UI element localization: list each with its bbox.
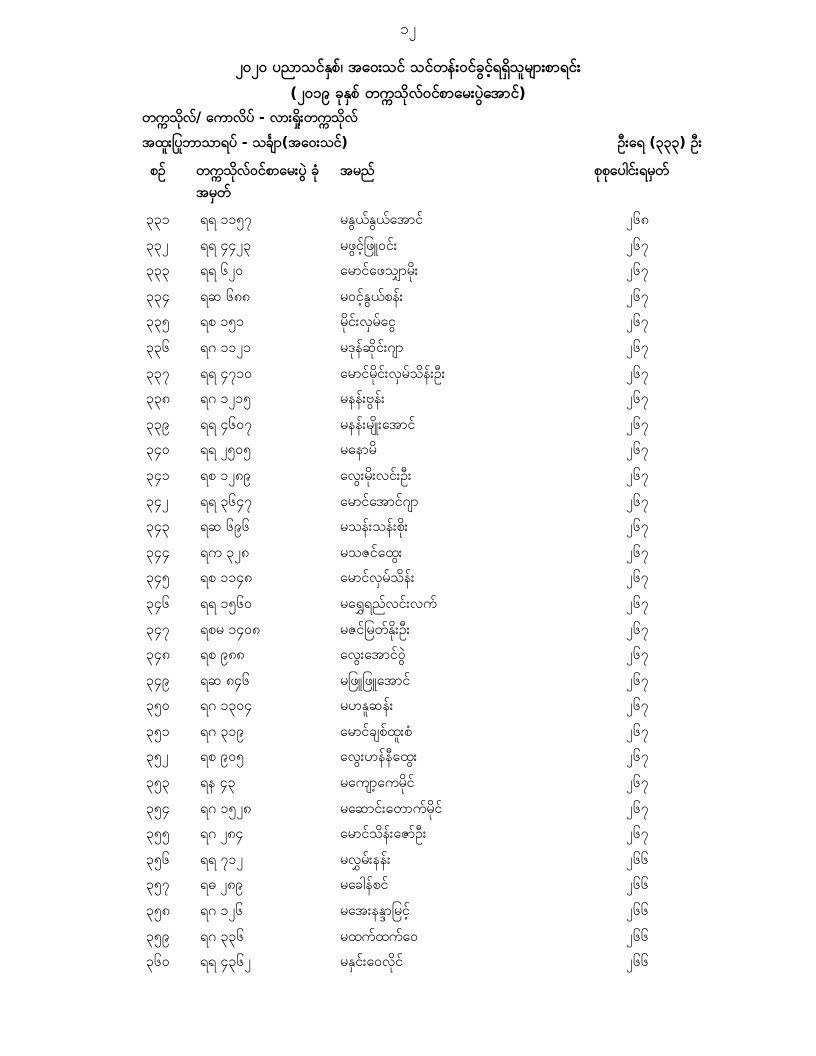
row-marks: ၂၆၇ — [626, 647, 649, 664]
row-serial: ၃၅၈ — [146, 903, 170, 920]
row-roll-number: ရဂ ၂၈၄ — [200, 826, 244, 843]
header-total-marks: စုစုပေါင်းရမှတ် — [594, 163, 669, 179]
row-serial: ၃၃၈ — [146, 391, 170, 408]
row-name: မခေါန်စင် — [340, 877, 389, 894]
row-serial: ၃၅၂ — [146, 749, 169, 766]
row-serial: ၃၆၀ — [146, 954, 170, 971]
row-serial: ၃၄၉ — [146, 672, 170, 689]
row-roll-number: ရရ ၁၁၅၇ — [200, 212, 253, 228]
header-roll-number: တက္ကသိုလ်ဝင်စာမေးပွဲ ခုံအမှတ် — [196, 163, 320, 201]
table-row — [0, 438, 816, 464]
table-row — [0, 899, 816, 925]
total-count: ဦးရေ (၃၃၃) ဦး — [617, 135, 702, 151]
row-name: မနန်းဗွန်း — [340, 391, 385, 408]
row-roll-number: ရစ ၉၀၅ — [200, 749, 244, 766]
row-serial: ၃၃၃ — [146, 263, 170, 280]
row-name: မနန်းမျိုးအောင် — [340, 416, 416, 433]
row-roll-number: ရဆ ၈၄၆ — [200, 672, 250, 689]
row-roll-number: ရက ၃၂၈ — [200, 544, 249, 561]
table-row — [0, 541, 816, 567]
table-row — [0, 745, 816, 771]
table-row — [0, 515, 816, 541]
row-name: မဟနူဆန်း — [340, 698, 394, 715]
row-marks: ၂၆၇ — [626, 467, 649, 484]
row-marks: ၂၆၆ — [626, 928, 649, 945]
row-marks: ၂၆၇ — [626, 570, 649, 587]
row-serial: ၃၄၁ — [146, 467, 170, 484]
row-roll-number: ရဂ ၁၂၆ — [200, 903, 244, 920]
row-marks: ၂၆၇ — [626, 672, 649, 689]
table-row — [0, 387, 816, 413]
row-marks: ၂၆၇ — [626, 339, 649, 356]
row-marks: ၂၆၆ — [626, 877, 649, 894]
row-roll-number: ရရ ၄၇၁၀ — [200, 365, 253, 382]
row-roll-number: ရန ၄၃ — [200, 775, 236, 792]
row-roll-number: ရစမ ၁၄၀၈ — [200, 621, 260, 638]
row-name: မနွယ်နွယ်အောင် — [340, 212, 424, 228]
row-name: လွေးဟန်နီထွေး — [340, 749, 418, 766]
table-row — [0, 566, 816, 592]
row-marks: ၂၆၇ — [626, 621, 649, 638]
row-marks: ၂၆၇ — [626, 800, 649, 817]
row-name: မောင်ဖေသျှာမိုး — [340, 263, 419, 280]
row-marks: ၂၆၇ — [626, 493, 649, 510]
row-roll-number: ရစ ၁၂၈၉ — [200, 467, 251, 484]
row-serial: ၃၅၆ — [146, 851, 170, 868]
row-serial: ၃၅၀ — [146, 698, 170, 715]
row-name: မောင်သိန်းဇော်ဦး — [340, 826, 427, 843]
row-name: မဝင့်နွယ်စန်း — [340, 288, 404, 305]
row-marks: ၂၆၇ — [626, 442, 649, 459]
table-row — [0, 669, 816, 695]
row-name: မထက်ထက်ဝေ — [340, 928, 418, 945]
row-serial: ၃၄၈ — [146, 647, 170, 664]
table-row — [0, 208, 816, 234]
table-row — [0, 413, 816, 439]
table-row — [0, 285, 816, 311]
row-name: မဒုန်ဆိုင်းဂျာ — [340, 339, 404, 356]
row-roll-number: ရစ ၉၈၈ — [200, 647, 245, 664]
row-marks: ၂၆၇ — [626, 723, 649, 740]
row-name: မကျော့ကေမိုင် — [340, 775, 415, 792]
table-row — [0, 950, 816, 976]
table-row — [0, 643, 816, 669]
row-marks: ၂၆၆ — [626, 903, 649, 920]
row-roll-number: ရရ ၁၅၆၀ — [200, 595, 253, 612]
row-name: မောင်ချစ်ထူးစံ — [340, 723, 413, 740]
page-number: ၁၂ — [400, 20, 416, 38]
row-roll-number: ရဆ ၆၉၆ — [200, 519, 250, 536]
table-row — [0, 873, 816, 899]
row-marks: ၂၆၇ — [626, 698, 649, 715]
row-roll-number: ရဂ ၁၅၂၈ — [200, 800, 252, 817]
row-serial: ၃၄၂ — [146, 493, 169, 510]
row-marks: ၂၆၈ — [626, 212, 649, 228]
row-name: လွေးမိုးလင်းဦး — [340, 467, 412, 484]
row-serial: ၃၃၁ — [146, 212, 170, 228]
row-serial: ၃၃၉ — [146, 416, 170, 433]
row-name: မလွှမ်းနန်း — [340, 851, 391, 868]
row-roll-number: ရဆ ၆၈၈ — [200, 288, 250, 305]
row-roll-number: ရစ ၁၅၁ — [200, 314, 244, 331]
row-roll-number: ရဂ ၁၃၀၄ — [200, 698, 252, 715]
document-title: ၂၀၂၀ ပညာသင်နှစ်၊ အဝေးသင် သင်တန်းဝင်ခွင့်ရရှိသူများစာရင်း — [235, 58, 581, 76]
row-roll-number: ရဂ ၁၁၂၁ — [200, 339, 251, 356]
row-marks: ၂၆၇ — [626, 263, 649, 280]
row-name: လွေးအောင်ဝွဲ — [340, 647, 406, 664]
table-row — [0, 234, 816, 260]
row-marks: ၂၆၇ — [626, 595, 649, 612]
major-line: အထူးပြုဘာသာရပ် - သင်္ချာ(အဝေးသင်) — [142, 135, 348, 151]
major-row — [142, 133, 702, 154]
row-serial: ၃၄၅ — [146, 570, 170, 587]
row-marks: ၂၆၇ — [626, 775, 649, 792]
row-name: မဆောင်းတောက်မိုင် — [340, 800, 443, 817]
row-name: မိုင်းလှမ်ငွေ — [340, 314, 396, 331]
row-roll-number: ရရ ၄၄၂၃ — [200, 237, 252, 254]
row-marks: ၂၆၇ — [626, 749, 649, 766]
table-row — [0, 771, 816, 797]
row-roll-number: ရရ ၆၂၀ — [200, 263, 244, 280]
row-roll-number: ရရ ၄၆၀၇ — [200, 416, 253, 433]
row-marks: ၂၆၇ — [626, 365, 649, 382]
university-line: တက္ကသိုလ်/ ကောလိပ် - လားရှိုးတက္ကသိုလ် — [142, 110, 358, 126]
table-row — [0, 618, 816, 644]
row-name: မဖြူဖြူအောင် — [340, 672, 411, 689]
row-roll-number: ရဓ ၂၈၉ — [200, 877, 244, 894]
header-name: အမည် — [340, 163, 375, 179]
row-marks: ၂၆၇ — [626, 544, 649, 561]
row-name: မနှင်းဝေလိုင် — [340, 954, 403, 971]
row-name: မဖွင့်ဖြူဝင်း — [340, 237, 398, 254]
table-row — [0, 592, 816, 618]
row-roll-number: ရဂ ၃၁၉ — [200, 723, 245, 740]
row-serial: ၃၅၅ — [146, 826, 170, 843]
row-serial: ၃၃၄ — [146, 288, 170, 305]
row-name: မဇင်မြတ်နိုးဦး — [340, 621, 411, 638]
row-roll-number: ရဂ ၁၂၁၅ — [200, 391, 251, 408]
table-row — [0, 336, 816, 362]
row-name: မသဇင်ထွေး — [340, 544, 403, 561]
row-serial: ၃၄၇ — [146, 621, 170, 638]
table-row — [0, 822, 816, 848]
table-row — [0, 694, 816, 720]
table-row — [0, 464, 816, 490]
table-row — [0, 848, 816, 874]
row-marks: ၂၆၇ — [626, 826, 649, 843]
row-marks: ၂၆၇ — [626, 314, 649, 331]
student-list — [0, 208, 816, 976]
row-marks: ၂၆၇ — [626, 416, 649, 433]
row-roll-number: ရရ ၄၃၆၂ — [200, 954, 252, 971]
document-subtitle: (၂၀၁၉ ခုနှစ် တက္ကသိုလ်ဝင်စာမေးပွဲအောင်) — [290, 84, 526, 102]
row-name: မသန်းသန်းစိုး — [340, 519, 409, 536]
row-name: မနောမိ — [340, 442, 377, 459]
row-serial: ၃၄၆ — [146, 595, 170, 612]
row-marks: ၂၆၆ — [626, 954, 649, 971]
row-serial: ၃၅၄ — [146, 800, 170, 817]
row-roll-number: ရဂ ၃၃၆ — [200, 928, 245, 945]
table-row — [0, 490, 816, 516]
row-serial: ၃၃၅ — [146, 314, 170, 331]
table-row — [0, 259, 816, 285]
row-marks: ၂၆၇ — [626, 391, 649, 408]
row-serial: ၃၅၇ — [146, 877, 170, 894]
header-serial: စဉ် — [150, 163, 166, 179]
row-serial: ၃၄၀ — [146, 442, 170, 459]
row-name: မောင်လှမ်သိန်း — [340, 570, 415, 587]
row-serial: ၃၄၄ — [146, 544, 170, 561]
row-serial: ၃၃၆ — [146, 339, 170, 356]
table-row — [0, 720, 816, 746]
table-row — [0, 310, 816, 336]
row-serial: ၃၅၃ — [146, 775, 170, 792]
row-marks: ၂၆၆ — [626, 851, 649, 868]
row-serial: ၃၃၇ — [146, 365, 170, 382]
table-row — [0, 362, 816, 388]
table-row — [0, 797, 816, 823]
row-name: မောင်အောင်ဂျာ — [340, 493, 419, 510]
row-marks: ၂၆၇ — [626, 519, 649, 536]
row-roll-number: ရရ ၂၅၀၅ — [200, 442, 252, 459]
row-roll-number: ရရ ၇၁၂ — [200, 851, 244, 868]
table-row — [0, 925, 816, 951]
row-name: မအေးနန္ဒာမြင့် — [340, 903, 410, 920]
row-serial: ၃၄၃ — [146, 519, 170, 536]
row-marks: ၂၆၇ — [626, 288, 649, 305]
row-serial: ၃၃၂ — [146, 237, 169, 254]
row-serial: ၃၅၉ — [146, 928, 170, 945]
row-roll-number: ရရ ၃၆၄၇ — [200, 493, 253, 510]
row-name: မောင်မိုင်းလှမ်သိန်းဦး — [340, 365, 446, 382]
row-serial: ၃၅၁ — [146, 723, 170, 740]
row-marks: ၂၆၇ — [626, 237, 649, 254]
row-name: မရွှေရည်လင်းလက် — [340, 595, 437, 612]
row-roll-number: ရစ ၁၁၄၈ — [200, 570, 252, 587]
